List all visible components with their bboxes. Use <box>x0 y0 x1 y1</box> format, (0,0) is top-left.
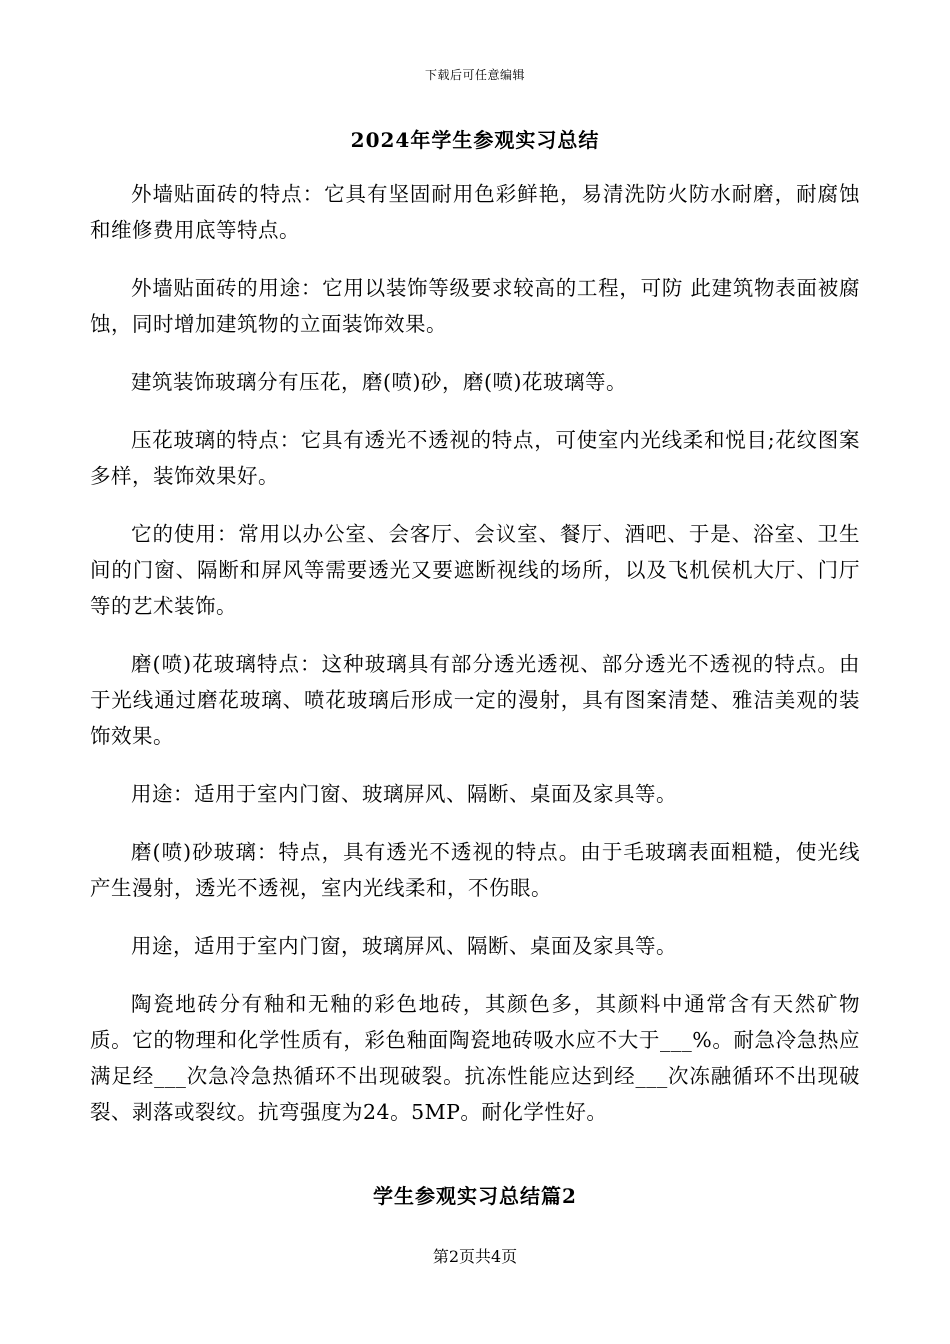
paragraph: 磨(喷)花玻璃特点：这种玻璃具有部分透光透视、部分透光不透视的特点。由于光线通过磨花玻璃、喷花玻璃后形成一定的漫射，具有图案清楚、雅洁美观的装饰效果。 <box>90 652 860 748</box>
paragraph: 磨(喷)砂玻璃：特点，具有透光不透视的特点。由于毛玻璃表面粗糙，使光线产生漫射，透光不透视，室内光线柔和，不伤眼。 <box>90 840 860 900</box>
header-note: 下载后可任意编辑 <box>424 68 525 82</box>
page-number: 第2页共4页 <box>432 1247 518 1266</box>
paragraph: 外墙贴面砖的特点：它具有坚固耐用色彩鲜艳，易清洗防火防水耐磨，耐腐蚀和维修费用底等特点。 <box>90 182 860 242</box>
paragraph: 用途：适用于室内门窗、玻璃屏风、隔断、桌面及家具等。 <box>131 782 677 806</box>
paragraph: 外墙贴面砖的用途：它用以装饰等级要求较高的工程，可防 此建筑物表面被腐蚀，同时增加建筑物的立面装饰效果。 <box>90 276 860 336</box>
paragraph: 它的使用：常用以办公室、会客厅、会议室、餐厅、酒吧、于是、浴室、卫生间的门窗、隔断和屏风等需要透光又要遮断视线的场所，以及飞机侯机大厅、门厅等的艺术装饰。 <box>90 522 860 618</box>
document-title: 2024年学生参观实习总结 <box>350 128 600 152</box>
section-title: 学生参观实习总结篇2 <box>373 1184 577 1208</box>
paragraph: 建筑装饰玻璃分有压花，磨(喷)砂，磨(喷)花玻璃等。 <box>131 370 627 394</box>
paragraph: 压花玻璃的特点：它具有透光不透视的特点，可使室内光线柔和悦目;花纹图案多样，装饰效果好。 <box>90 428 860 488</box>
paragraph: 陶瓷地砖分有釉和无釉的彩色地砖，其颜色多，其颜料中通常含有天然矿物质。它的物理和化学性质有，彩色釉面陶瓷地砖吸水应不大于___%。耐急冷急热应满足经___次急冷急热循环不出现破裂。抗冻性能应达到经___次冻融循环不出现破裂、剥落或裂纹。抗弯强度为24。5MP。耐化学性好。 <box>90 992 860 1124</box>
paragraph: 用途，适用于室内门窗，玻璃屏风、隔断、桌面及家具等。 <box>131 934 677 958</box>
document-body <box>90 176 860 1152</box>
